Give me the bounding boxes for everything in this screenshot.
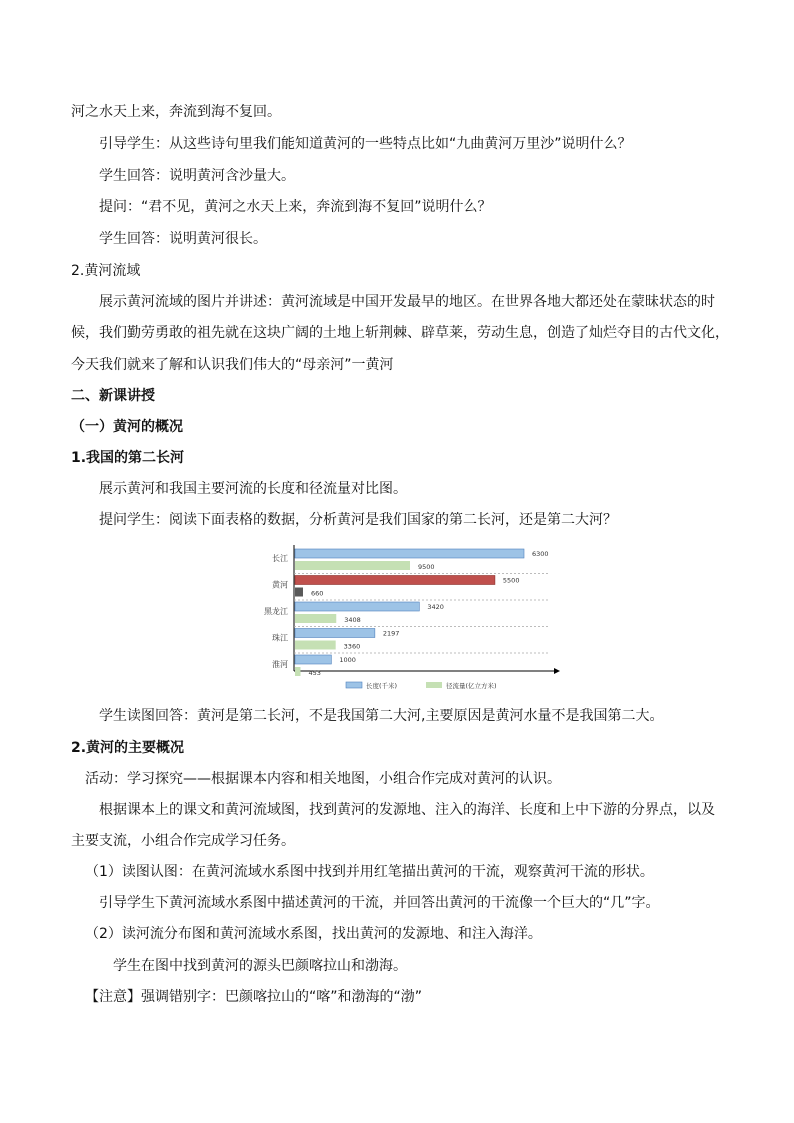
category-label: 长江 bbox=[272, 554, 288, 563]
bar-flow bbox=[295, 614, 336, 623]
category-label: 黑龙江 bbox=[264, 607, 288, 616]
paragraph: 提问学生：阅读下面表格的数据，分析黄河是我们国家的第二长河，还是第二大河？ bbox=[99, 512, 617, 528]
paragraph: 学生回答：说明黄河很长。 bbox=[99, 231, 267, 247]
value-label-flow: 3360 bbox=[343, 642, 361, 651]
paragraph: 引导学生：从这些诗句里我们能知道黄河的一些特点比如“九曲黄河万里沙”说明什么？ bbox=[99, 136, 632, 152]
paragraph: （1）读图认图：在黄河流域水系图中找到并用红笔描出黄河的干流，观察黄河干流的形状。 bbox=[85, 864, 654, 880]
paragraph: 学生读图回答：黄河是第二长河，不是我国第二大河,主要原因是黄河水量不是我国第二大。 bbox=[99, 708, 664, 724]
bar-flow bbox=[295, 641, 336, 650]
section-heading: 2.黄河流域 bbox=[71, 263, 141, 279]
paragraph: 展示黄河和我国主要河流的长度和径流量对比图。 bbox=[99, 481, 407, 497]
legend-label-flow: 径流量(亿立方米) bbox=[446, 682, 497, 690]
bar-length bbox=[295, 549, 524, 558]
section-heading: 二、新课讲授 bbox=[71, 388, 155, 404]
paragraph: 今天我们就来了解和认识我们伟大的“母亲河”一黄河 bbox=[71, 357, 394, 373]
paragraph: （2）读河流分布图和黄河流域水系图，找出黄河的发源地、和注入海洋。 bbox=[85, 926, 542, 942]
category-label: 淮河 bbox=[272, 660, 288, 669]
value-label-length: 3420 bbox=[427, 603, 444, 611]
paragraph: 活动：学习探究——根据课本内容和相关地图，小组合作完成对黄河的认识。 bbox=[85, 771, 561, 787]
x-axis-arrow bbox=[554, 668, 560, 674]
legend-swatch-flow bbox=[426, 682, 442, 688]
paragraph: 学生在图中找到黄河的源头巴颜喀拉山和渤海。 bbox=[113, 958, 407, 974]
paragraph: 引导学生下黄河流域水系图中描述黄河的干流，并回答出黄河的干流像一个巨大的“几”字。 bbox=[99, 895, 660, 911]
value-label-length: 1000 bbox=[339, 656, 356, 664]
paragraph: 学生回答：说明黄河含沙量大。 bbox=[99, 168, 295, 184]
paragraph: 展示黄河流域的图片并讲述：黄河流域是中国开发最早的地区。在世界各地大都还处在蒙昧状态的时 bbox=[99, 294, 715, 310]
bar-length bbox=[295, 629, 375, 638]
value-label-flow: 3408 bbox=[344, 616, 361, 624]
paragraph: 河之水天上来，奔流到海不复回。 bbox=[71, 104, 281, 120]
value-label-length: 5500 bbox=[502, 576, 520, 585]
value-label-length: 6300 bbox=[532, 550, 549, 558]
value-label-length: 2197 bbox=[382, 629, 400, 638]
paragraph: 【注意】强调错别字：巴颜喀拉山的“喀”和渤海的“渤” bbox=[85, 989, 423, 1005]
bar-length bbox=[295, 576, 495, 585]
section-heading: （一）黄河的概况 bbox=[71, 419, 183, 435]
river-comparison-chart bbox=[250, 543, 560, 695]
paragraph: 主要支流，小组合作完成学习任务。 bbox=[71, 833, 295, 849]
section-heading: 2.黄河的主要概况 bbox=[71, 740, 185, 756]
legend-swatch-length bbox=[346, 682, 362, 688]
value-label-flow: 9500 bbox=[418, 563, 435, 571]
value-label-flow: 660 bbox=[310, 589, 324, 598]
bar-flow bbox=[295, 561, 410, 570]
legend-label-length: 长度(千米) bbox=[366, 682, 398, 690]
bar-flow bbox=[295, 588, 303, 597]
bar-length bbox=[295, 602, 419, 611]
category-label: 黄河 bbox=[272, 580, 288, 590]
paragraph: 根据课本上的课文和黄河流域图，找到黄河的发源地、注入的海洋、长度和上中下游的分界点，以及 bbox=[99, 802, 715, 818]
bar-flow bbox=[295, 667, 300, 676]
value-label-flow: 453 bbox=[308, 669, 321, 677]
category-label: 珠江 bbox=[272, 633, 288, 643]
section-heading: 1.我国的第二长河 bbox=[71, 450, 185, 466]
paragraph: 提问：“君不见，黄河之水天上来，奔流到海不复回”说明什么？ bbox=[99, 199, 492, 215]
paragraph: 候，我们勤劳勇敢的祖先就在这块广阔的土地上斩荆棘、辟草莱，劳动生息，创造了灿烂夺目的古代文化， bbox=[71, 325, 729, 341]
bar-length bbox=[295, 655, 331, 664]
